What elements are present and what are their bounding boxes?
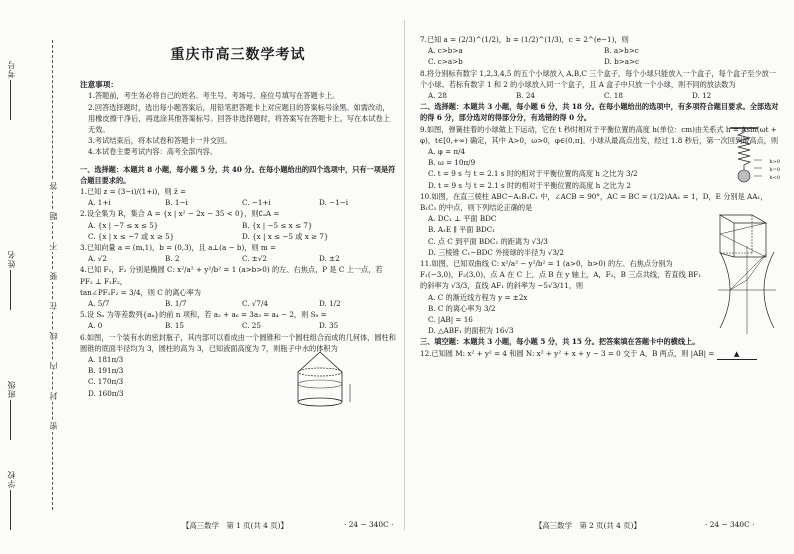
q4-options [80, 298, 396, 309]
seal-word: 密 [49, 422, 58, 430]
class-line [10, 400, 11, 440]
option: C. ±√2 [242, 254, 267, 264]
spring-labels [769, 158, 780, 182]
q12-answer-blank: ▲ [717, 348, 757, 360]
option: B. A₁E ∥ 平面 BDC₁ [428, 225, 496, 235]
seal-word: 题 [49, 212, 58, 220]
school-line [10, 490, 11, 530]
q1-stem: 1.已知 z = (3−i)/(1+i)，则 z̄ = [80, 187, 187, 197]
option: B. 2 [165, 254, 180, 264]
option: A. 1+i [88, 198, 111, 208]
option: B. a>b>c [604, 46, 639, 56]
exam-no-label: 考号 [7, 60, 16, 78]
option: D. ±2 [319, 254, 340, 264]
q1-options [80, 197, 396, 208]
option: A. C 的渐近线方程为 y = ±2x [428, 292, 528, 302]
option: D. {x | x ≤ −5 或 x ≥ 7} [242, 231, 329, 241]
option: D. 12 [692, 91, 712, 101]
seal-word: 不 [49, 242, 58, 250]
option: D. △ABF₁ 的面积为 16√3 [428, 326, 514, 336]
option: C. {x | x ≤ −7 或 x ≥ 5} [88, 231, 175, 241]
q4-stem: 4.已知 F₁，F₂ 分别是椭圆 C: x²/a² + y²/b² = 1 (a>b>0) 的左、右焦点，P 是 C 上一点，若 PF₂ ⊥ F₁F₂， [80, 265, 383, 286]
q12-stem: 12.已知圆 M: x² + y² = 4 和圆 N: x² + y² + x + y − 3 = 0 交于 A，B 两点，则 |AB| = [420, 348, 715, 358]
page-1 [80, 20, 396, 399]
option: D. b>a>c [604, 57, 640, 67]
exam-no-line [10, 80, 11, 120]
section-3-heading: 三、填空题：本题共 3 小题，每小题 5 分，共 15 分。把答案填在答题卡中的横线上。 [420, 337, 700, 347]
option: C. 170π/3 [88, 377, 124, 387]
option: D. −1−i [319, 198, 348, 208]
option: C. 25 [242, 321, 261, 331]
option: D. 三棱锥 C₁−BDC 外接球的半径为 √3/2 [428, 247, 564, 257]
option: B. {x | −5 ≤ x ≤ 7} [242, 220, 313, 230]
note-item: 4.本试卷主要考试内容：高考全部内容。 [88, 147, 218, 157]
option: C. c>a>b [428, 57, 463, 67]
option: B. ω = 10π/9 [428, 158, 476, 168]
option: A. c>b>a [428, 46, 463, 56]
seal-word: 内 [49, 362, 58, 370]
option: C. 点 C 到平面 BDC₁ 的距离为 √3/3 [428, 236, 548, 246]
name-label: 姓名 [7, 250, 16, 268]
option: B. 191π/3 [88, 366, 124, 376]
option: C. 18 [604, 91, 623, 101]
q5-stem: 5.设 Sₙ 为等差数列{aₙ}的前 n 项和，若 a₂ + a₆ = 3a₃ = a₄ − 2，则 S₈ = [80, 310, 327, 320]
hyperbola-figure [716, 244, 778, 336]
q3-options [80, 253, 396, 264]
option: B. 1/7 [165, 299, 187, 309]
q8-options [420, 90, 780, 101]
q2-options-row2 [80, 231, 396, 242]
q6-stem: 6.如图，一个装有水的密封瓶子，其内部可以看成由一个圆锥和一个圆柱组合而成的几何体，圆柱和圆锥的底面半径均为 3，圆柱的高为 3，已知液面高度为 7，则瓶子中水的体积为 [80, 332, 396, 353]
class-label: 班级 [7, 380, 16, 398]
option: D. 1/2 [319, 299, 341, 309]
page-divider [404, 20, 405, 530]
option: A. DC₁ ⊥ 平面 BDC [428, 214, 497, 224]
option: B. C 的离心率为 3/2 [428, 303, 496, 313]
option: D. 35 [319, 321, 339, 331]
q11-stem: 11.如图，已知双曲线 C: x²/a² − y²/b² = 1 (a>0，b>0) 的左、右焦点分别为 F₁(−3,0)，F₂(3,0)，点 A 在 C 上，点 B 在 y 轴上，A，F₂，B 三点共线，若直线 BF₁ 的斜率为 √3/3，直线 AF₁ 的斜率为 −5√3/11，则 [420, 259, 702, 291]
q5-options [80, 320, 396, 331]
footer-left-code: · 24 − 340C · [344, 520, 394, 529]
option: A. φ = π/4 [428, 147, 466, 157]
footer-left-label: 【高三数学 第 1 页(共 4 页)】 [182, 521, 288, 530]
footer-right-label: 【高三数学 第 2 页(共 4 页)】 [535, 521, 641, 530]
option: C. |AB| = 16 [428, 315, 473, 325]
q4-stem-cont: tan∠PF₁F₂ = 3/4，则 C 的离心率为 [80, 287, 201, 297]
option: A. 0 [88, 321, 103, 331]
q9-stem: 9.如图，弹簧挂着的小球做上下运动，它在 t 秒时相对于平衡位置的高度 h(单位：cm)由关系式 h = Asin(ωt + φ)，t∈[0,+∞) 确定，其中 A>0，ω>0，φ∈(0,π]。小球从最高点出发，经过 1.8 秒后，第一次回到最高点，则 [420, 124, 779, 145]
page-2 [420, 34, 780, 360]
q11-block [420, 292, 780, 337]
option: B. 15 [165, 321, 184, 331]
option: A. 181π/3 [88, 355, 124, 365]
option: A. √2 [88, 254, 107, 264]
section-2-heading: 二、选择题：本题共 3 小题，每小题 6 分，共 18 分。在每小题给出的选项中，有多项符合题目要求。全部选对的得 6 分，部分选对的得部分分，有选错的得 0 分。 [420, 102, 779, 123]
q2-options-row1 [80, 220, 396, 231]
q10-stem: 10.如图，在直三棱柱 ABC−A₁B₁C₁ 中，∠ACB = 90°，AC = BC = (1/2)AA₁ = 1，D，E 分别是 AA₁，B₁C₁ 的中点，则下列结论正确的是 [420, 191, 768, 213]
spring-label: h=0 [769, 167, 780, 174]
note-item: 2.回答选择题时，选出每小题答案后，用铅笔把答题卡上对应题目的答案标号涂黑。如需改动，用橡皮擦干净后，再选涂其他答案标号。回答非选择题时，将答案写在答题卡上。写在本试卷上无效。 [88, 102, 390, 135]
q8-stem: 8.将分别标有数字 1,2,3,4,5 的五个小球放入 A,B,C 三个盒子，每个小球只能放入一个盒子，每个盒子至少放一个小球。若标有数字 1 和 2 的小球放入同一个盒子，且 A 盒子中只放一个小球，则不同的放法数为 [420, 68, 777, 89]
bottle-figure [280, 348, 360, 410]
seal-word: 答 [49, 182, 58, 190]
q7-options-row1 [420, 45, 780, 56]
seal-word: 线 [49, 332, 58, 340]
option: D. 160π/3 [88, 388, 124, 398]
option: C. √7/4 [242, 299, 268, 309]
seal-word: 在 [49, 302, 58, 310]
q2-stem: 2.设全集为 R，集合 A = {x | x² − 2x − 35 < 0}，则∁ₐA = [80, 209, 280, 219]
school-label: 学校 [7, 470, 16, 488]
section-1-heading: 一、选择题：本题共 8 小题，每小题 5 分，共 40 分。在每小题给出的四个选项中，只有一项是符合题目要求的。 [80, 164, 396, 185]
option: C. t = 9 s 与 t = 2.1 s 时的相对于平衡位置的高度 h 之比为 3/2 [428, 169, 638, 179]
spring-label: h>0 [769, 159, 780, 166]
name-line [10, 270, 11, 310]
option: C. −1+i [242, 198, 271, 208]
option: B. 24 [516, 91, 535, 101]
footer-right-code: · 24 − 340C · [705, 520, 755, 529]
q6-block [80, 354, 396, 399]
option: D. t = 9 s 与 t = 2.1 s 时的相对于平衡位置的高度 h 之比为 2 [428, 180, 631, 190]
option: A. 5/7 [88, 299, 110, 309]
q7-stem: 7.已知 a = (2/3)^(1/2)，b = (1/2)^(1/3)，c = 2^(e−1)，则 [420, 35, 629, 44]
q9-block [420, 146, 780, 191]
exam-title: 重庆市高三数学考试 [170, 47, 306, 63]
seal-word: 封 [49, 392, 58, 400]
binding-strip [0, 0, 76, 554]
q3-stem: 3.已知向量 a = (m,1)，b = (0,3)，且 a⊥(a − b)，则 m = [80, 243, 277, 253]
note-item: 1.答题前，考生务必将自己的姓名、考生号、考场号、座位号填写在答题卡上。 [88, 91, 340, 101]
note-item: 3.考试结束后，将本试卷和答题卡一并交回。 [88, 136, 232, 146]
option: B. 1−i [165, 198, 188, 208]
notes-heading: 注意事项： [80, 80, 118, 90]
q7-options-row2 [420, 56, 780, 67]
option: A. {x | −7 ≤ x ≤ 5} [88, 220, 159, 230]
spring-label: h<0 [769, 175, 780, 182]
q12 [420, 348, 780, 360]
option: A. 28 [428, 91, 447, 101]
seal-word: 要 [49, 272, 58, 280]
